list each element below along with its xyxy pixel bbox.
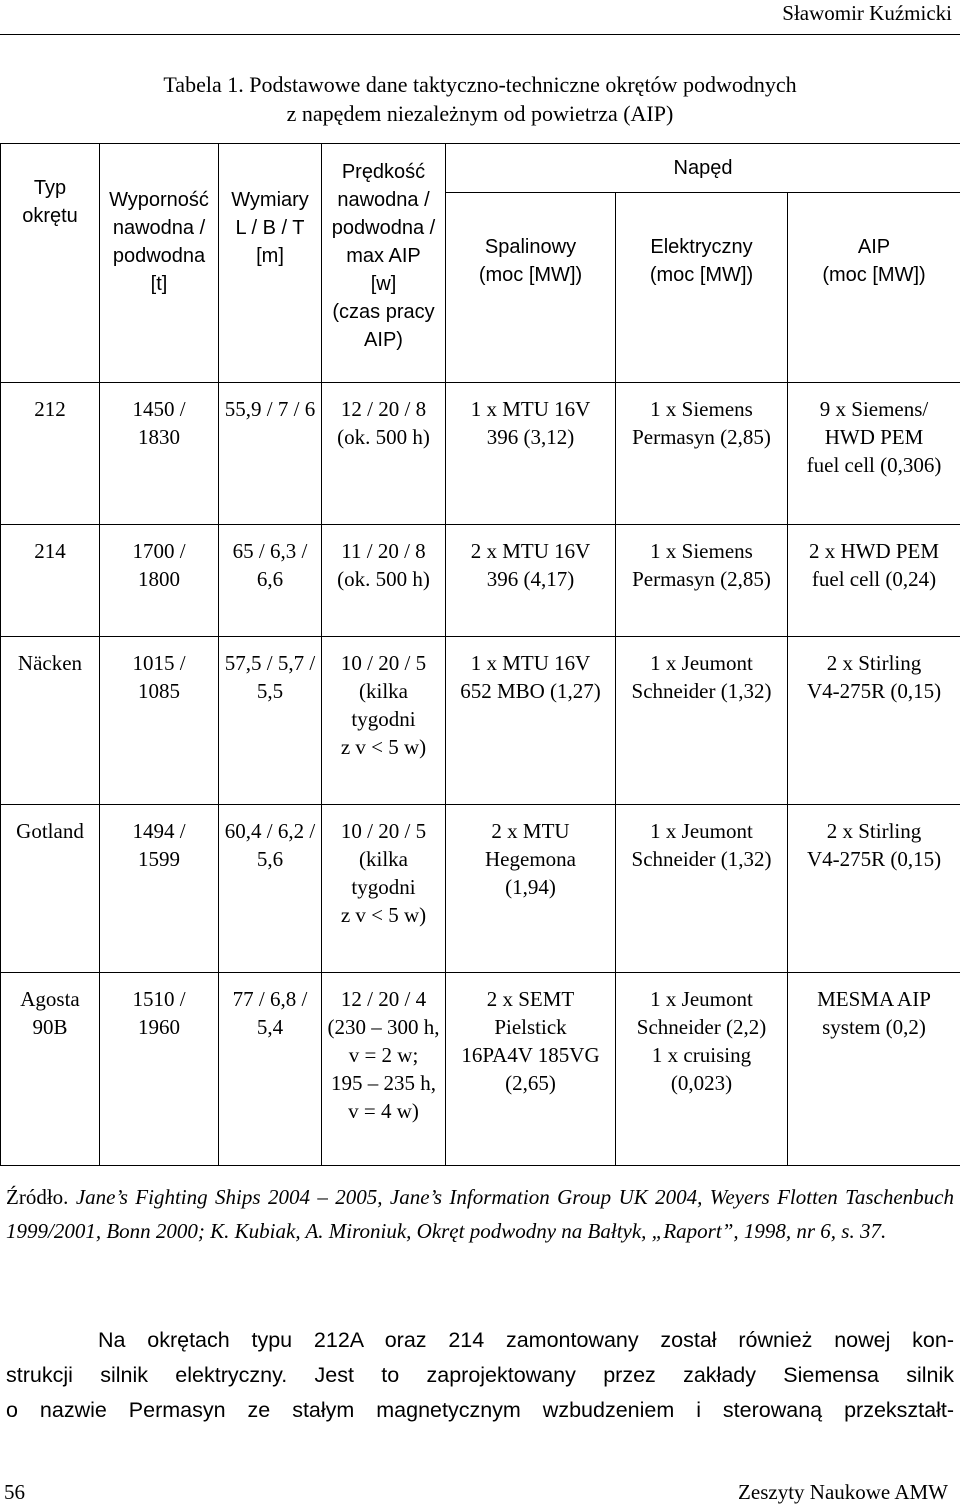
cell-diesel: [446, 525, 616, 637]
caption-line: z napędem niezależnym od powietrza (AIP): [286, 101, 674, 126]
cell-line: 1 x MTU 16V: [470, 397, 591, 421]
cell-line: 1800: [138, 567, 180, 591]
cell-displacement: [100, 637, 219, 805]
cell-line: (kilka: [359, 847, 408, 871]
cell-line: 1960: [138, 1015, 180, 1039]
cell-line: Permasyn (2,85): [632, 425, 771, 449]
cell-line: Schneider (2,2): [636, 1015, 767, 1039]
cell-aip: [788, 637, 960, 805]
cell-type: [1, 525, 100, 637]
cell-line: AIP): [364, 329, 403, 351]
cell-line: HWD PEM: [824, 425, 924, 449]
cell-line: 1 x Jeumont: [650, 651, 753, 675]
header-speed: [322, 144, 446, 383]
header-electric: [616, 193, 788, 383]
cell-dimensions: [219, 805, 322, 973]
cell-line: 1 x Jeumont: [650, 987, 753, 1011]
cell-line: 2 x SEMT: [486, 987, 575, 1011]
cell-line: AIP: [857, 236, 891, 258]
cell-line: (moc [MW]): [478, 264, 583, 286]
cell-line: V4-275R (0,15): [806, 679, 942, 703]
cell-displacement: [100, 805, 219, 973]
cell-line: 1494 /: [132, 819, 186, 843]
cell-speed: [322, 525, 446, 637]
cell-line: 55,9 / 7 / 6: [224, 397, 316, 421]
cell-electric: [616, 805, 788, 973]
header-dimensions: [219, 144, 322, 383]
cell-line: v = 4 w): [348, 1099, 419, 1123]
cell-line: 5,6: [256, 847, 284, 871]
cell-line: Wyporność: [109, 189, 209, 211]
cell-line: (moc [MW]): [649, 264, 754, 286]
cell-line: nawodna /: [337, 189, 430, 211]
cell-aip: [788, 805, 960, 973]
cell-line: 1700 /: [132, 539, 186, 563]
cell-line: V4-275R (0,15): [806, 847, 942, 871]
submarine-spec-table: [0, 143, 960, 1166]
paragraph-line: Na okrętach typu 212A oraz 214 zamontowany został również nowej kon-: [98, 1328, 954, 1352]
cell-line: 16PA4V 185VG: [461, 1043, 600, 1067]
cell-line: 1 x Siemens: [650, 397, 753, 421]
caption-line: Tabela 1. Podstawowe dane taktyczno-techniczne okrętów podwodnych: [163, 72, 797, 97]
cell-diesel: [446, 383, 616, 525]
cell-line: 1510 /: [132, 987, 186, 1011]
journal-name: Zeszyty Naukowe AMW: [738, 1480, 948, 1504]
cell-line: 1450 /: [132, 397, 186, 421]
cell-line: (1,94): [505, 875, 556, 899]
cell-line: 195 – 235 h,: [331, 1071, 436, 1095]
cell-diesel: [446, 973, 616, 1166]
cell-line: 1 x MTU 16V: [470, 651, 591, 675]
cell-speed: [322, 637, 446, 805]
cell-line: 1015 /: [132, 651, 186, 675]
source-note: [6, 1180, 954, 1248]
cell-line: Permasyn (2,85): [632, 567, 771, 591]
cell-line: 5,4: [256, 1015, 284, 1039]
cell-line: tygodni: [351, 707, 416, 731]
cell-dimensions: [219, 973, 322, 1166]
cell-line: 77 / 6,8 /: [232, 987, 308, 1011]
cell-aip: [788, 383, 960, 525]
cell-displacement: [100, 973, 219, 1166]
table-row: [1, 525, 960, 637]
header-aip: [788, 193, 960, 383]
cell-line: v = 2 w;: [348, 1043, 419, 1067]
cell-line: 10 / 20 / 5: [340, 651, 427, 675]
cell-line: (ok. 500 h): [337, 567, 430, 591]
header-diesel: [446, 193, 616, 383]
cell-line: system (0,2): [822, 1015, 926, 1039]
cell-line: Näcken: [17, 651, 83, 675]
header-type: [1, 144, 100, 383]
cell-line: max AIP: [346, 245, 421, 267]
cell-line: 652 MBO (1,27): [460, 679, 601, 703]
cell-line: (ok. 500 h): [337, 425, 430, 449]
source-label: Źródło.: [6, 1185, 69, 1209]
header-propulsion: Napęd: [446, 144, 960, 193]
page-number: 56: [4, 1480, 25, 1504]
cell-line: 90B: [32, 1015, 68, 1039]
cell-line: Typ: [33, 177, 67, 199]
cell-line: (moc [MW]): [822, 264, 926, 286]
cell-line: podwodna /: [331, 217, 436, 239]
cell-line: z v < 5 w): [340, 903, 427, 927]
cell-line: 1 x Siemens: [650, 539, 753, 563]
cell-line: 9 x Siemens/: [819, 397, 929, 421]
cell-line: (0,023): [670, 1071, 733, 1095]
cell-line: 12 / 20 / 4: [340, 987, 427, 1011]
cell-line: fuel cell (0,306): [806, 453, 942, 477]
cell-aip: [788, 525, 960, 637]
cell-diesel: [446, 637, 616, 805]
cell-line: Agosta: [20, 987, 80, 1011]
body-paragraph: [6, 1323, 954, 1428]
cell-line: 6,6: [256, 567, 284, 591]
cell-line: Hegemona: [485, 847, 576, 871]
cell-line: L / B / T: [235, 217, 305, 239]
header-rule: [0, 34, 960, 35]
cell-line: 212: [34, 397, 66, 421]
cell-line: (2,65): [505, 1071, 556, 1095]
cell-electric: [616, 973, 788, 1166]
cell-type: [1, 383, 100, 525]
cell-line: 2 x MTU 16V: [470, 539, 591, 563]
cell-line: [t]: [150, 273, 168, 295]
cell-diesel: [446, 805, 616, 973]
cell-line: [w]: [370, 273, 397, 295]
cell-dimensions: [219, 383, 322, 525]
cell-line: (czas pracy: [332, 301, 435, 323]
table-row: [1, 805, 960, 973]
cell-line: MESMA AIP: [817, 987, 931, 1011]
cell-line: 5,5: [256, 679, 284, 703]
cell-line: 2 x Stirling: [826, 651, 922, 675]
running-header-author: Sławomir Kuźmicki: [782, 1, 952, 25]
cell-line: fuel cell (0,24): [811, 567, 937, 591]
cell-displacement: [100, 525, 219, 637]
cell-line: Wymiary: [231, 189, 309, 211]
cell-type: [1, 973, 100, 1166]
cell-type: [1, 637, 100, 805]
cell-line: Schneider (1,32): [631, 679, 772, 703]
cell-speed: [322, 973, 446, 1166]
cell-line: z v < 5 w): [340, 735, 427, 759]
paragraph-line: o nazwie Permasyn ze stałym magnetycznym wzbudzeniem i sterowaną przekształt-: [6, 1398, 954, 1422]
cell-aip: [788, 973, 960, 1166]
cell-line: 2 x Stirling: [826, 819, 922, 843]
table-row: [1, 383, 960, 525]
cell-line: Elektryczny: [650, 236, 753, 258]
cell-line: 1830: [138, 425, 180, 449]
cell-type: [1, 805, 100, 973]
cell-line: 60,4 / 6,2 /: [224, 819, 316, 843]
cell-line: 57,5 / 5,7 /: [224, 651, 316, 675]
cell-line: tygodni: [351, 875, 416, 899]
table-caption: [0, 70, 960, 128]
cell-electric: [616, 637, 788, 805]
table-row: [1, 637, 960, 805]
cell-speed: [322, 383, 446, 525]
cell-electric: [616, 383, 788, 525]
cell-displacement: [100, 383, 219, 525]
cell-line: (kilka: [359, 679, 408, 703]
table-row: [1, 973, 960, 1166]
cell-line: 2 x MTU: [491, 819, 570, 843]
cell-electric: [616, 525, 788, 637]
cell-line: 1085: [138, 679, 180, 703]
cell-line: Prędkość: [341, 161, 426, 183]
cell-line: okrętu: [22, 205, 78, 227]
cell-dimensions: [219, 637, 322, 805]
cell-line: 10 / 20 / 5: [340, 819, 427, 843]
cell-line: 1599: [138, 847, 180, 871]
cell-line: 214: [34, 539, 66, 563]
cell-line: 65 / 6,3 /: [232, 539, 308, 563]
cell-line: 396 (3,12): [486, 425, 575, 449]
header-displacement: [100, 144, 219, 383]
cell-line: 1 x cruising: [651, 1043, 752, 1067]
cell-line: 1 x Jeumont: [650, 819, 753, 843]
paragraph-line: strukcji silnik elektryczny. Jest to zaprojektowany przez zakłady Siemensa silnik: [6, 1363, 954, 1387]
cell-line: Schneider (1,32): [631, 847, 772, 871]
cell-line: 396 (4,17): [486, 567, 575, 591]
cell-line: 2 x HWD PEM: [808, 539, 940, 563]
cell-speed: [322, 805, 446, 973]
cell-line: Pielstick: [494, 1015, 567, 1039]
cell-line: [m]: [256, 245, 284, 267]
cell-line: Gotland: [16, 819, 84, 843]
cell-line: 12 / 20 / 8: [340, 397, 427, 421]
cell-line: nawodna /: [112, 217, 206, 239]
cell-line: (230 – 300 h,: [327, 1015, 440, 1039]
source-text: Jane’s Fighting Ships 2004 – 2005, Jane’s Information Group UK 2004, Weyers Flotten Taschenbuch 1999/2001, Bonn 2000; K. Kubiak, A. Mironiuk, Okręt podwodny na Bałtyk, „Raport”, 1998, nr 6, s. 37.: [6, 1185, 955, 1243]
cell-dimensions: [219, 525, 322, 637]
cell-line: podwodna: [112, 245, 206, 267]
cell-line: 11 / 20 / 8: [341, 539, 426, 563]
cell-line: Spalinowy: [484, 236, 577, 258]
